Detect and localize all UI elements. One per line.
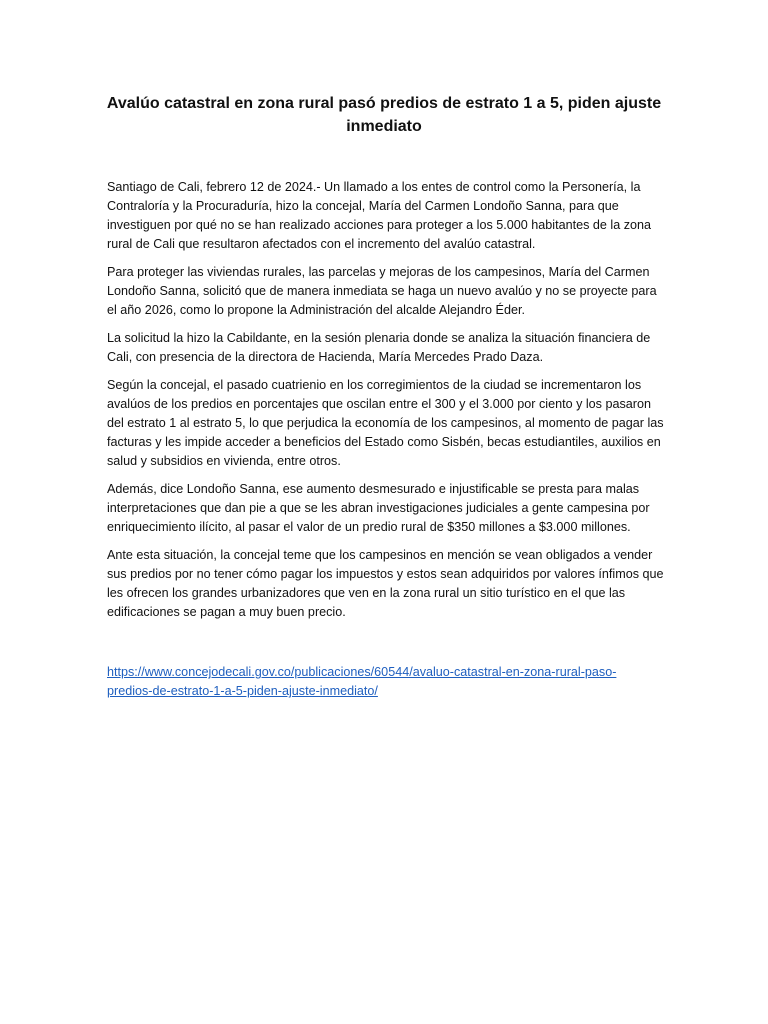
text-line: Santiago de Cali, febrero 12 de 2024.- Un llamado a los entes de control como la Personería, la <box>107 180 641 194</box>
text-line: Ante esta situación, la concejal teme que los campesinos en mención se vean obligados a vender <box>107 548 653 562</box>
link-line[interactable]: predios-de-estrato-1-a-5-piden-ajuste-inmediato/ <box>107 684 378 698</box>
paragraph <box>107 263 667 320</box>
title-line: inmediato <box>346 118 422 135</box>
source-link[interactable] <box>107 663 616 701</box>
text-line: Según la concejal, el pasado cuatrienio en los corregimientos de la ciudad se incrementaron los <box>107 378 642 392</box>
paragraph <box>107 178 667 254</box>
paragraph <box>107 546 667 622</box>
article-title <box>100 92 668 138</box>
text-line: Además, dice Londoño Sanna, ese aumento desmesurado e injustificable se presta para malas <box>107 482 640 496</box>
text-line: La solicitud la hizo la Cabildante, en la sesión plenaria donde se analiza la situación financiera de <box>107 331 651 345</box>
paragraph <box>107 480 667 537</box>
text-line: avalúos de los predios en porcentajes que oscilan entre el 300 y el 3.000 por ciento y los pasaron <box>107 397 651 411</box>
text-line: rural de Cali que resultaron afectados con el incremento del avalúo catastral. <box>107 237 536 251</box>
text-line: edificaciones se pagan a muy buen precio. <box>107 605 346 619</box>
text-line: interpretaciones que dan pie a que se les abran investigaciones judiciales a gente campesina por <box>107 501 650 515</box>
link-line[interactable]: https://www.concejodecali.gov.co/publicaciones/60544/avaluo-catastral-en-zona-rural-paso- <box>107 665 617 679</box>
text-line: sus predios por no tener cómo pagar los impuestos y estos sean adquiridos por valores ínfimos que <box>107 567 664 581</box>
text-line: salud y subsidios en vivienda, entre otros. <box>107 454 341 468</box>
text-line: el año 2026, como lo propone la Administración del alcalde Alejandro Éder. <box>107 303 525 317</box>
text-line: investiguen por qué no se han realizado acciones para proteger a los 5.000 habitantes de la zona <box>107 218 652 232</box>
text-line: Londoño Sanna, solicitó que de manera inmediata se haga un nuevo avalúo y no se proyecte para <box>107 284 657 298</box>
text-line: enriquecimiento ilícito, al pasar el valor de un predio rural de $350 millones a $3.000 millones. <box>107 520 631 534</box>
text-line: del estrato 1 al estrato 5, lo que perjudica la economía de los campesinos, al momento de pagar las <box>107 416 664 430</box>
text-line: Cali, con presencia de la directora de Hacienda, María Mercedes Prado Daza. <box>107 350 544 364</box>
text-line: facturas y les impide acceder a beneficios del Estado como Sisbén, becas estudiantiles, auxilios en <box>107 435 661 449</box>
title-line: Avalúo catastral en zona rural pasó predios de estrato 1 a 5, piden ajuste <box>106 95 662 112</box>
text-line: les ofrecen los grandes urbanizadores que ven en la zona rural un sitio turístico en el que las <box>107 586 626 600</box>
text-line: Contraloría y la Procuraduría, hizo la concejal, María del Carmen Londoño Sanna, para que <box>107 199 619 213</box>
text-line: Para proteger las viviendas rurales, las parcelas y mejoras de los campesinos, María del Carmen <box>107 265 650 279</box>
paragraph <box>107 376 667 471</box>
article-body <box>107 178 667 631</box>
paragraph <box>107 329 667 367</box>
